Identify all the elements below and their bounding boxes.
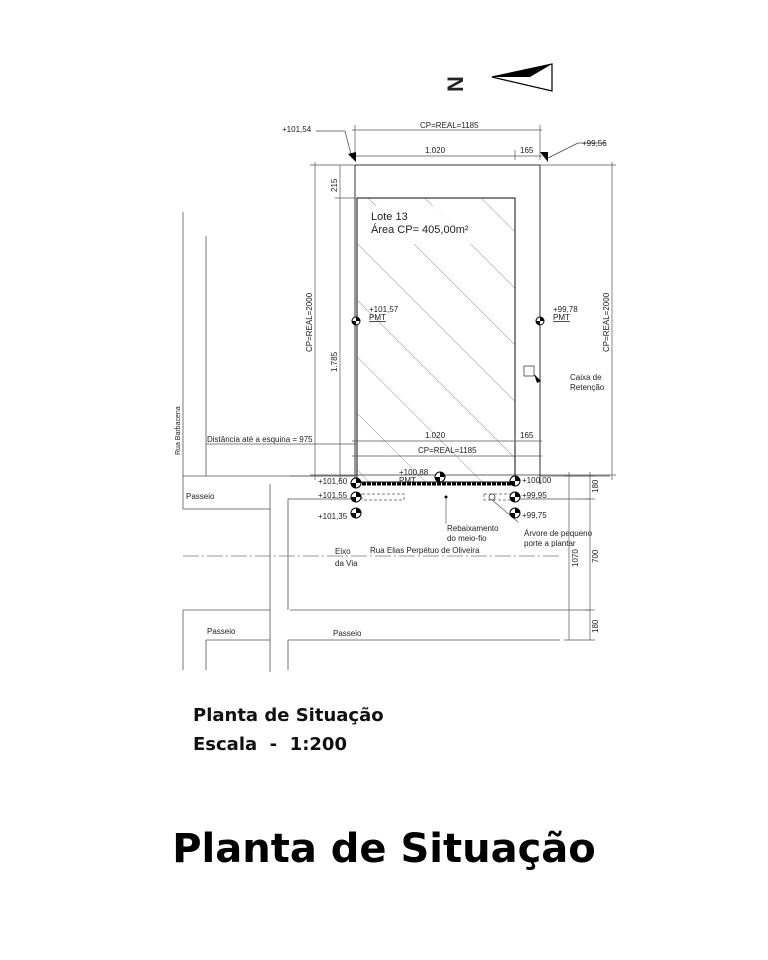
dim-front-setback: 215 [330, 178, 339, 192]
tree-label-2: porte a plantar [524, 539, 576, 548]
lot-area: Área CP= 405,00m² [371, 224, 469, 236]
street-name-label: Rua Elias Perpétuo de Oliveira [370, 546, 480, 555]
elev-curb-left-2: +101,55 [318, 491, 348, 500]
tree-icon [489, 494, 495, 500]
pmt-marker-left [352, 317, 360, 325]
dim-bottom-width: 1.020 [425, 431, 446, 440]
pmt-marker-right [536, 317, 544, 325]
axis-label-2: da Via [335, 559, 358, 568]
lot-name: Lote 13 [371, 211, 408, 223]
sheet-scale: Escala - 1:200 [193, 734, 347, 755]
dim-bottom-setback: 165 [520, 431, 534, 440]
sidewalk-far-label: Passeio [333, 629, 362, 638]
sidewalk-far-left-label: Passeio [207, 627, 236, 636]
axis-label-1: Eixo [335, 547, 351, 556]
curb-markers-left [351, 478, 361, 518]
elev-curb-left-3: +101,35 [318, 512, 348, 521]
elev-curb-right-3: +99,75 [522, 511, 547, 520]
elev-mid-right-tag: PMT [553, 313, 570, 322]
elev-top-left: +101,54 [282, 125, 312, 134]
dim-top-setback: 165 [520, 146, 534, 155]
elev-front-center-tag: PMT [399, 476, 416, 485]
dim-bottom-total: CP=REAL=1185 [418, 446, 477, 455]
elev-mid-right: +99,78 [553, 305, 578, 314]
curb-cut-label-1: Rebaixamento [447, 524, 499, 533]
cross-street-label: Rua Barbacena [175, 406, 182, 455]
dim-far-sidewalk: 180 [591, 619, 600, 633]
dim-top-total: CP=REAL=1185 [420, 121, 479, 130]
top-dimensions [352, 125, 542, 160]
north-arrow-icon [443, 64, 552, 92]
sidewalk-near-label: Passeio [186, 492, 215, 501]
sheet-title: Planta de Situação [193, 705, 384, 726]
dim-sidewalk: 180 [591, 479, 600, 493]
elev-mid-left: +101,57 [369, 305, 399, 314]
left-dimensions [310, 162, 355, 480]
dim-street: 700 [591, 549, 600, 563]
corner-distance-label: Distância até a esquina = 975 [207, 435, 313, 444]
retention-label-1: Caixa de [570, 373, 602, 382]
curb-markers-right [510, 476, 520, 518]
dim-left-depth: CP=REAL=2000 [305, 292, 314, 352]
dim-right-depth: CP=REAL=2000 [602, 292, 611, 352]
elev-top-right: +99,56 [582, 139, 607, 148]
retention-label-2: Retenção [570, 383, 605, 392]
elev-curb-right-2: +99,95 [522, 491, 547, 500]
page-caption: Planta de Situação [172, 826, 596, 872]
north-label: N [443, 76, 468, 92]
dim-lot-depth: 1.785 [330, 351, 339, 372]
street-lines [183, 476, 610, 672]
top-left-corner-marker [316, 131, 356, 162]
dim-total-road: 1070 [571, 549, 580, 567]
sheet-title-block [193, 701, 384, 759]
tree-label-1: Árvore de pequeno [524, 529, 593, 538]
elev-front-center: +100,88 [399, 468, 429, 477]
dim-top-width: 1.020 [425, 146, 446, 155]
elev-mid-left-tag: PMT [369, 313, 386, 322]
retention-box [524, 366, 534, 376]
pmt-marker-front [435, 472, 445, 482]
curb-cut-label-2: do meio-fio [447, 534, 487, 543]
elev-curb-left-1: +101,60 [318, 477, 348, 486]
curb-cut [362, 494, 404, 500]
elev-curb-right-1: +100,00 [522, 476, 552, 485]
